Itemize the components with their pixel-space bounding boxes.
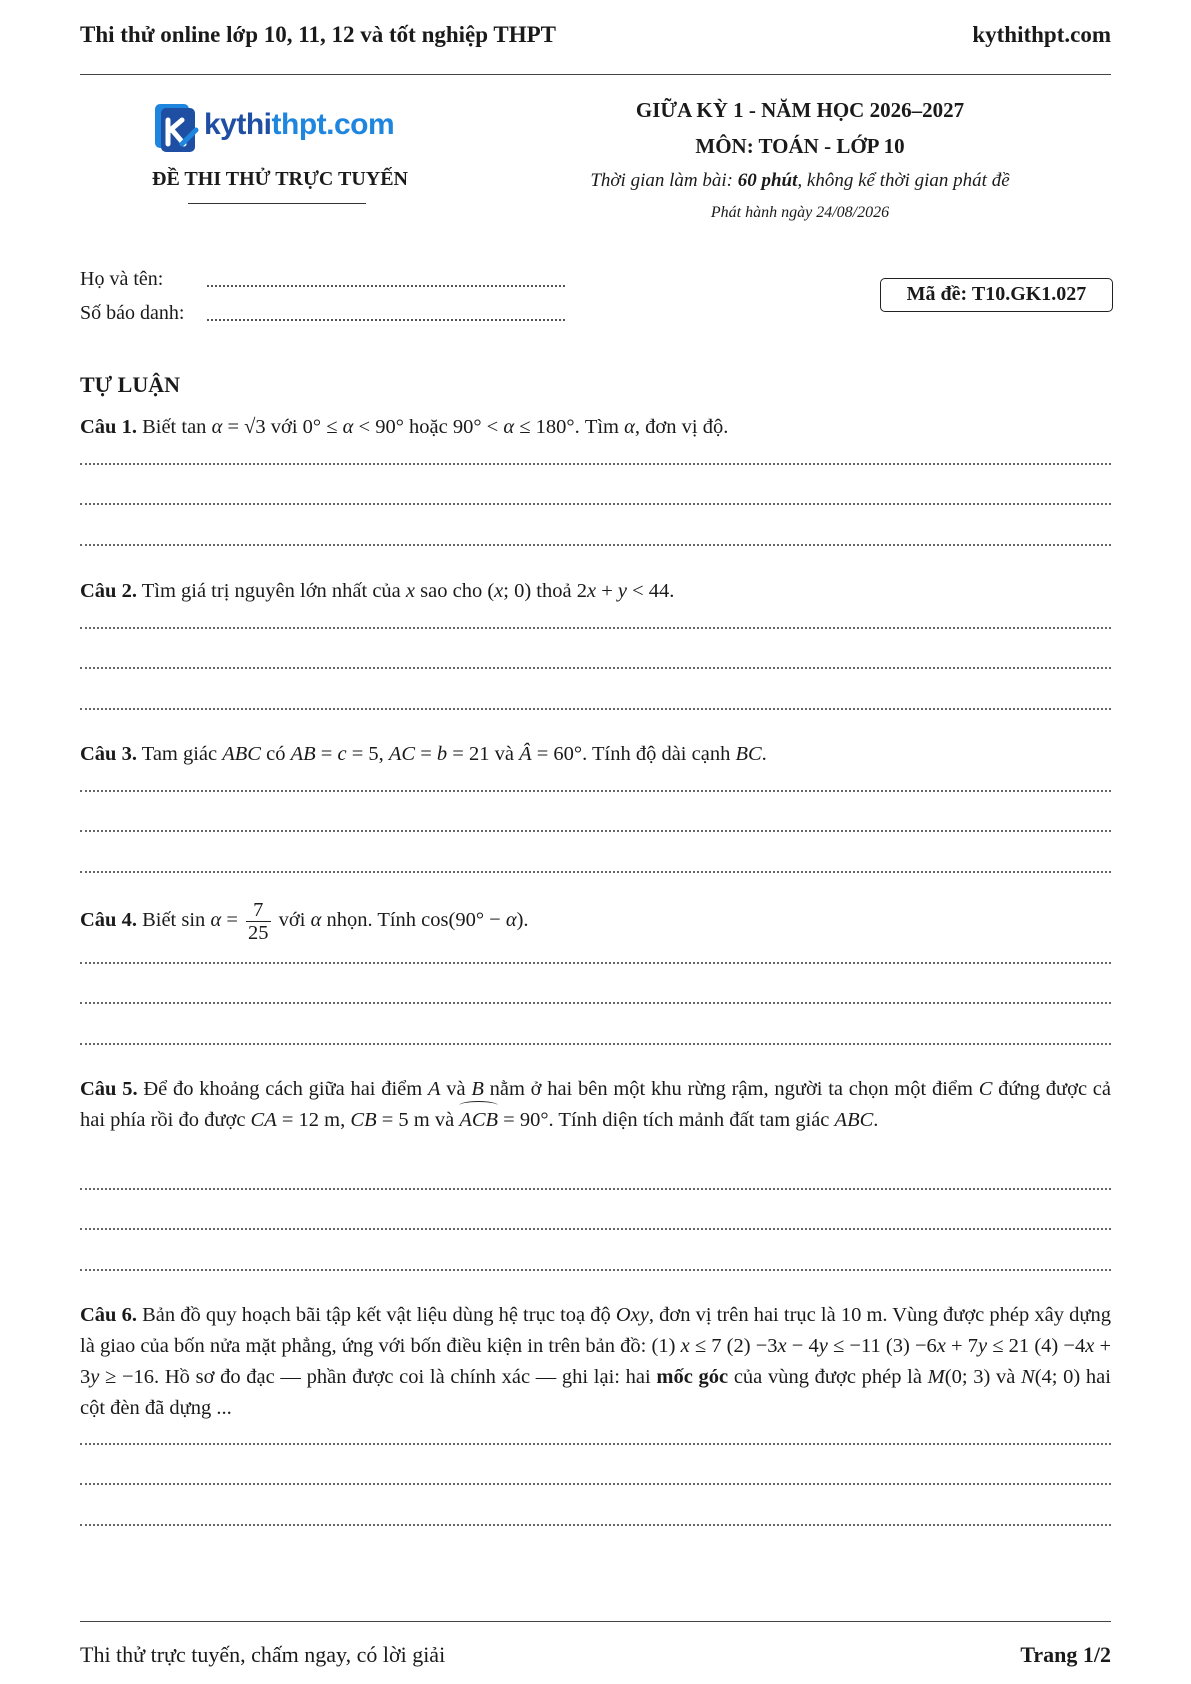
logo-icon [152, 100, 202, 154]
student-id-field[interactable] [207, 319, 565, 321]
answer-line[interactable] [80, 871, 1111, 873]
question-3: Câu 3. Tam giác ABC có AB = c = 5, AC = b = 21 và Â = 60°. Tính độ dài cạnh BC. [80, 743, 767, 765]
logo [152, 100, 412, 156]
section-title: TỰ LUẬN [80, 372, 181, 397]
answer-line[interactable] [80, 1483, 1111, 1485]
fraction: $\frac{7}{25}$ [248, 898, 269, 944]
answer-line[interactable] [80, 627, 1111, 629]
answer-line[interactable] [80, 830, 1111, 832]
duration-value: 60 phút [737, 170, 798, 191]
answer-line[interactable] [80, 503, 1111, 505]
answer-line[interactable] [80, 1443, 1111, 1445]
name-field[interactable] [207, 285, 565, 287]
exam-subject: MÔN: TOÁN - LỚP 10 [695, 134, 905, 158]
question-4: Câu 4. Biết sin α = $\frac{7}{25}$ với α nhọn. Tính cos(90° − α). [80, 898, 529, 944]
answer-line[interactable] [80, 962, 1111, 964]
page-number: Trang 1/2 [1020, 1642, 1111, 1667]
site-tagline: Thi thử online lớp 10, 11, 12 và tốt nghiệp THPT [80, 22, 556, 47]
question-5: Câu 5. Để đo khoảng cách giữa hai điểm A và B nằm ở hai bên một khu rừng rậm, người ta chọn một điểm C đứng được cả hai phía rồi đo được CA = 12 m, CB = 5 m và ACB = 90°. Tính diện tích mảnh đất tam giác ABC. [80, 1074, 1111, 1136]
exam-code-badge: Mã đề: T10.GK1.027 [880, 278, 1113, 312]
answer-line[interactable] [80, 1002, 1111, 1004]
logo-text-main: kythi [204, 108, 272, 141]
exam-title: GIỮA KỲ 1 - NĂM HỌC 2026–2027 [635, 98, 965, 122]
answer-line[interactable] [80, 1188, 1111, 1190]
question-6: Câu 6. Bản đồ quy hoạch bãi tập kết vật liệu dùng hệ trục toạ độ Oxy, đơn vị trên hai trục là 10 m. Vùng được phép xây dựng là giao của bốn nửa mặt phẳng, ứng với bốn điều kiện in trên bản đồ: (1) x ≤ 7 (2) −3x − 4y ≤ −11 (3) −6x + 7y ≤ 21 (4) −4x + 3y ≥ −16. Hồ sơ đo đạc — phần được coi là chính xác — ghi lại: hai mốc góc của vùng được phép là M(0; 3) và N(4; 0) hai cột đèn đã dựng ... [80, 1304, 1112, 1419]
answer-line[interactable] [80, 1269, 1111, 1271]
logo-text-domain: thpt.com [271, 108, 395, 141]
answer-line[interactable] [80, 544, 1111, 546]
footer-slogan: Thi thử trực tuyến, chấm ngay, có lời giải [80, 1642, 446, 1667]
issue-date: Phát hành ngày 24/08/2026 [710, 204, 890, 221]
name-label: Họ và tên: [80, 268, 164, 290]
answer-line[interactable] [80, 463, 1111, 465]
header-divider [80, 74, 1111, 75]
question-1: Câu 1. Biết tan α = √3 với 0° ≤ α < 90° hoặc 90° < α ≤ 180°. Tìm α, đơn vị độ. [80, 416, 729, 438]
answer-line[interactable] [80, 1228, 1111, 1230]
student-id-label: Số báo danh: [80, 302, 185, 324]
exam-type: ĐỀ THI THỬ TRỰC TUYẾN [152, 168, 408, 190]
answer-line[interactable] [80, 790, 1111, 792]
question-2: Câu 2. Tìm giá trị nguyên lớn nhất của x sao cho (x; 0) thoả 2x + y < 44. [80, 580, 675, 602]
subtitle-underline [188, 203, 366, 204]
answer-line[interactable] [80, 667, 1111, 669]
exam-duration: Thời gian làm bài: 60 phút, không kể thời gian phát đề [590, 170, 1010, 191]
site-domain: kythithpt.com [972, 22, 1111, 47]
answer-line[interactable] [80, 1524, 1111, 1526]
footer-divider [80, 1621, 1111, 1622]
answer-line[interactable] [80, 1043, 1111, 1045]
answer-line[interactable] [80, 708, 1111, 710]
